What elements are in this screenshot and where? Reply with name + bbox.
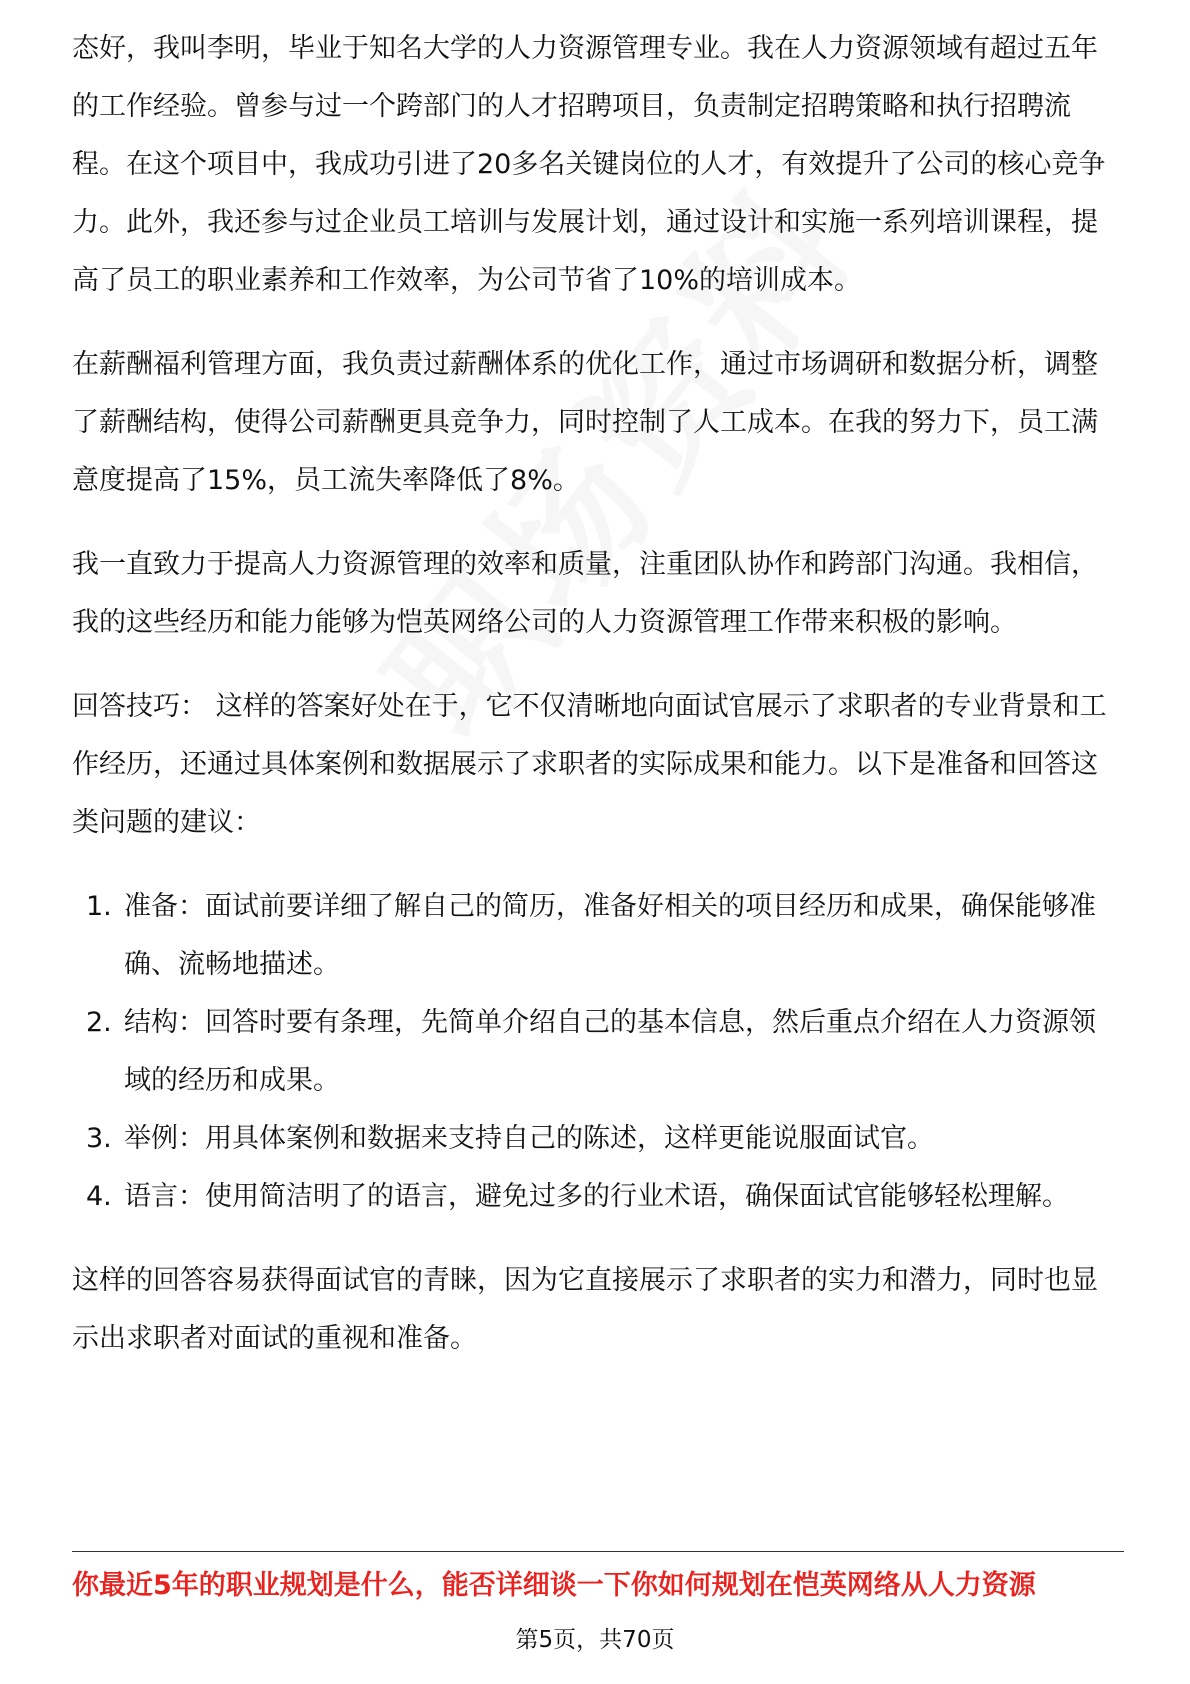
list-number: 1. (86, 891, 112, 922)
list-item (72, 1110, 1122, 1168)
answer-paragraph-summary: 我一直致力于提高人力资源管理的效率和质量，注重团队协作和跨部门沟通。我相信，我的这些经历和能力能够为恺英网络公司的人力资源管理工作带来积极的影响。 (72, 549, 1098, 638)
answer-tips-intro: 回答技巧： 这样的答案好处在于，它不仅清晰地向面试官展示了求职者的专业背景和工作经历，还通过具体案例和数据展示了求职者的实际成果和能力。以下是准备和回答这类问题的建议： (72, 691, 1107, 838)
list-item (72, 1168, 1122, 1226)
list-number: 3. (86, 1123, 112, 1154)
list-item (72, 878, 1122, 994)
answer-paragraph-intro: 态好，我叫李明，毕业于知名大学的人力资源管理专业。我在人力资源领域有超过五年的工作经验。曾参与过一个跨部门的人才招聘项目，负责制定招聘策略和执行招聘流程。在这个项目中，我成功引进了20多名关键岗位的人才，有效提升了公司的核心竞争力。此外，我还参与过企业员工培训与发展计划，通过设计和实施一系列培训课程，提高了员工的职业素养和工作效率，为公司节省了10%的培训成本。 (72, 33, 1106, 296)
list-item-text: 准备：面试前要详细了解自己的简历，准备好相关的项目经历和成果，确保能够准确、流畅地描述。 (124, 891, 1096, 980)
section-divider (72, 1551, 1124, 1552)
answer-content (72, 20, 1122, 1368)
list-number: 2. (86, 1007, 112, 1038)
tips-list (72, 878, 1122, 1226)
list-number: 4. (86, 1181, 112, 1212)
answer-conclusion: 这样的回答容易获得面试官的青睐，因为它直接展示了求职者的实力和潜力，同时也显示出求职者对面试的重视和准备。 (72, 1265, 1098, 1354)
answer-paragraph-compensation: 在薪酬福利管理方面，我负责过薪酬体系的优化工作，通过市场调研和数据分析，调整了薪酬结构，使得公司薪酬更具竞争力，同时控制了人工成本。在我的努力下，员工满意度提高了15%，员工流失率降低了8%。 (72, 349, 1098, 496)
page-number-footer: 第5页，共70页 (515, 1627, 675, 1653)
next-question-heading: 你最近5年的职业规划是什么，能否详细谈一下你如何规划在恺英网络从人力资源 (72, 1570, 1036, 1601)
list-item (72, 994, 1122, 1110)
list-item-text: 语言：使用简洁明了的语言，避免过多的行业术语，确保面试官能够轻松理解。 (124, 1181, 1069, 1212)
list-item-text: 举例：用具体案例和数据来支持自己的陈述，这样更能说服面试官。 (124, 1123, 934, 1154)
list-item-text: 结构：回答时要有条理，先简单介绍自己的基本信息，然后重点介绍在人力资源领域的经历和成果。 (124, 1007, 1096, 1096)
